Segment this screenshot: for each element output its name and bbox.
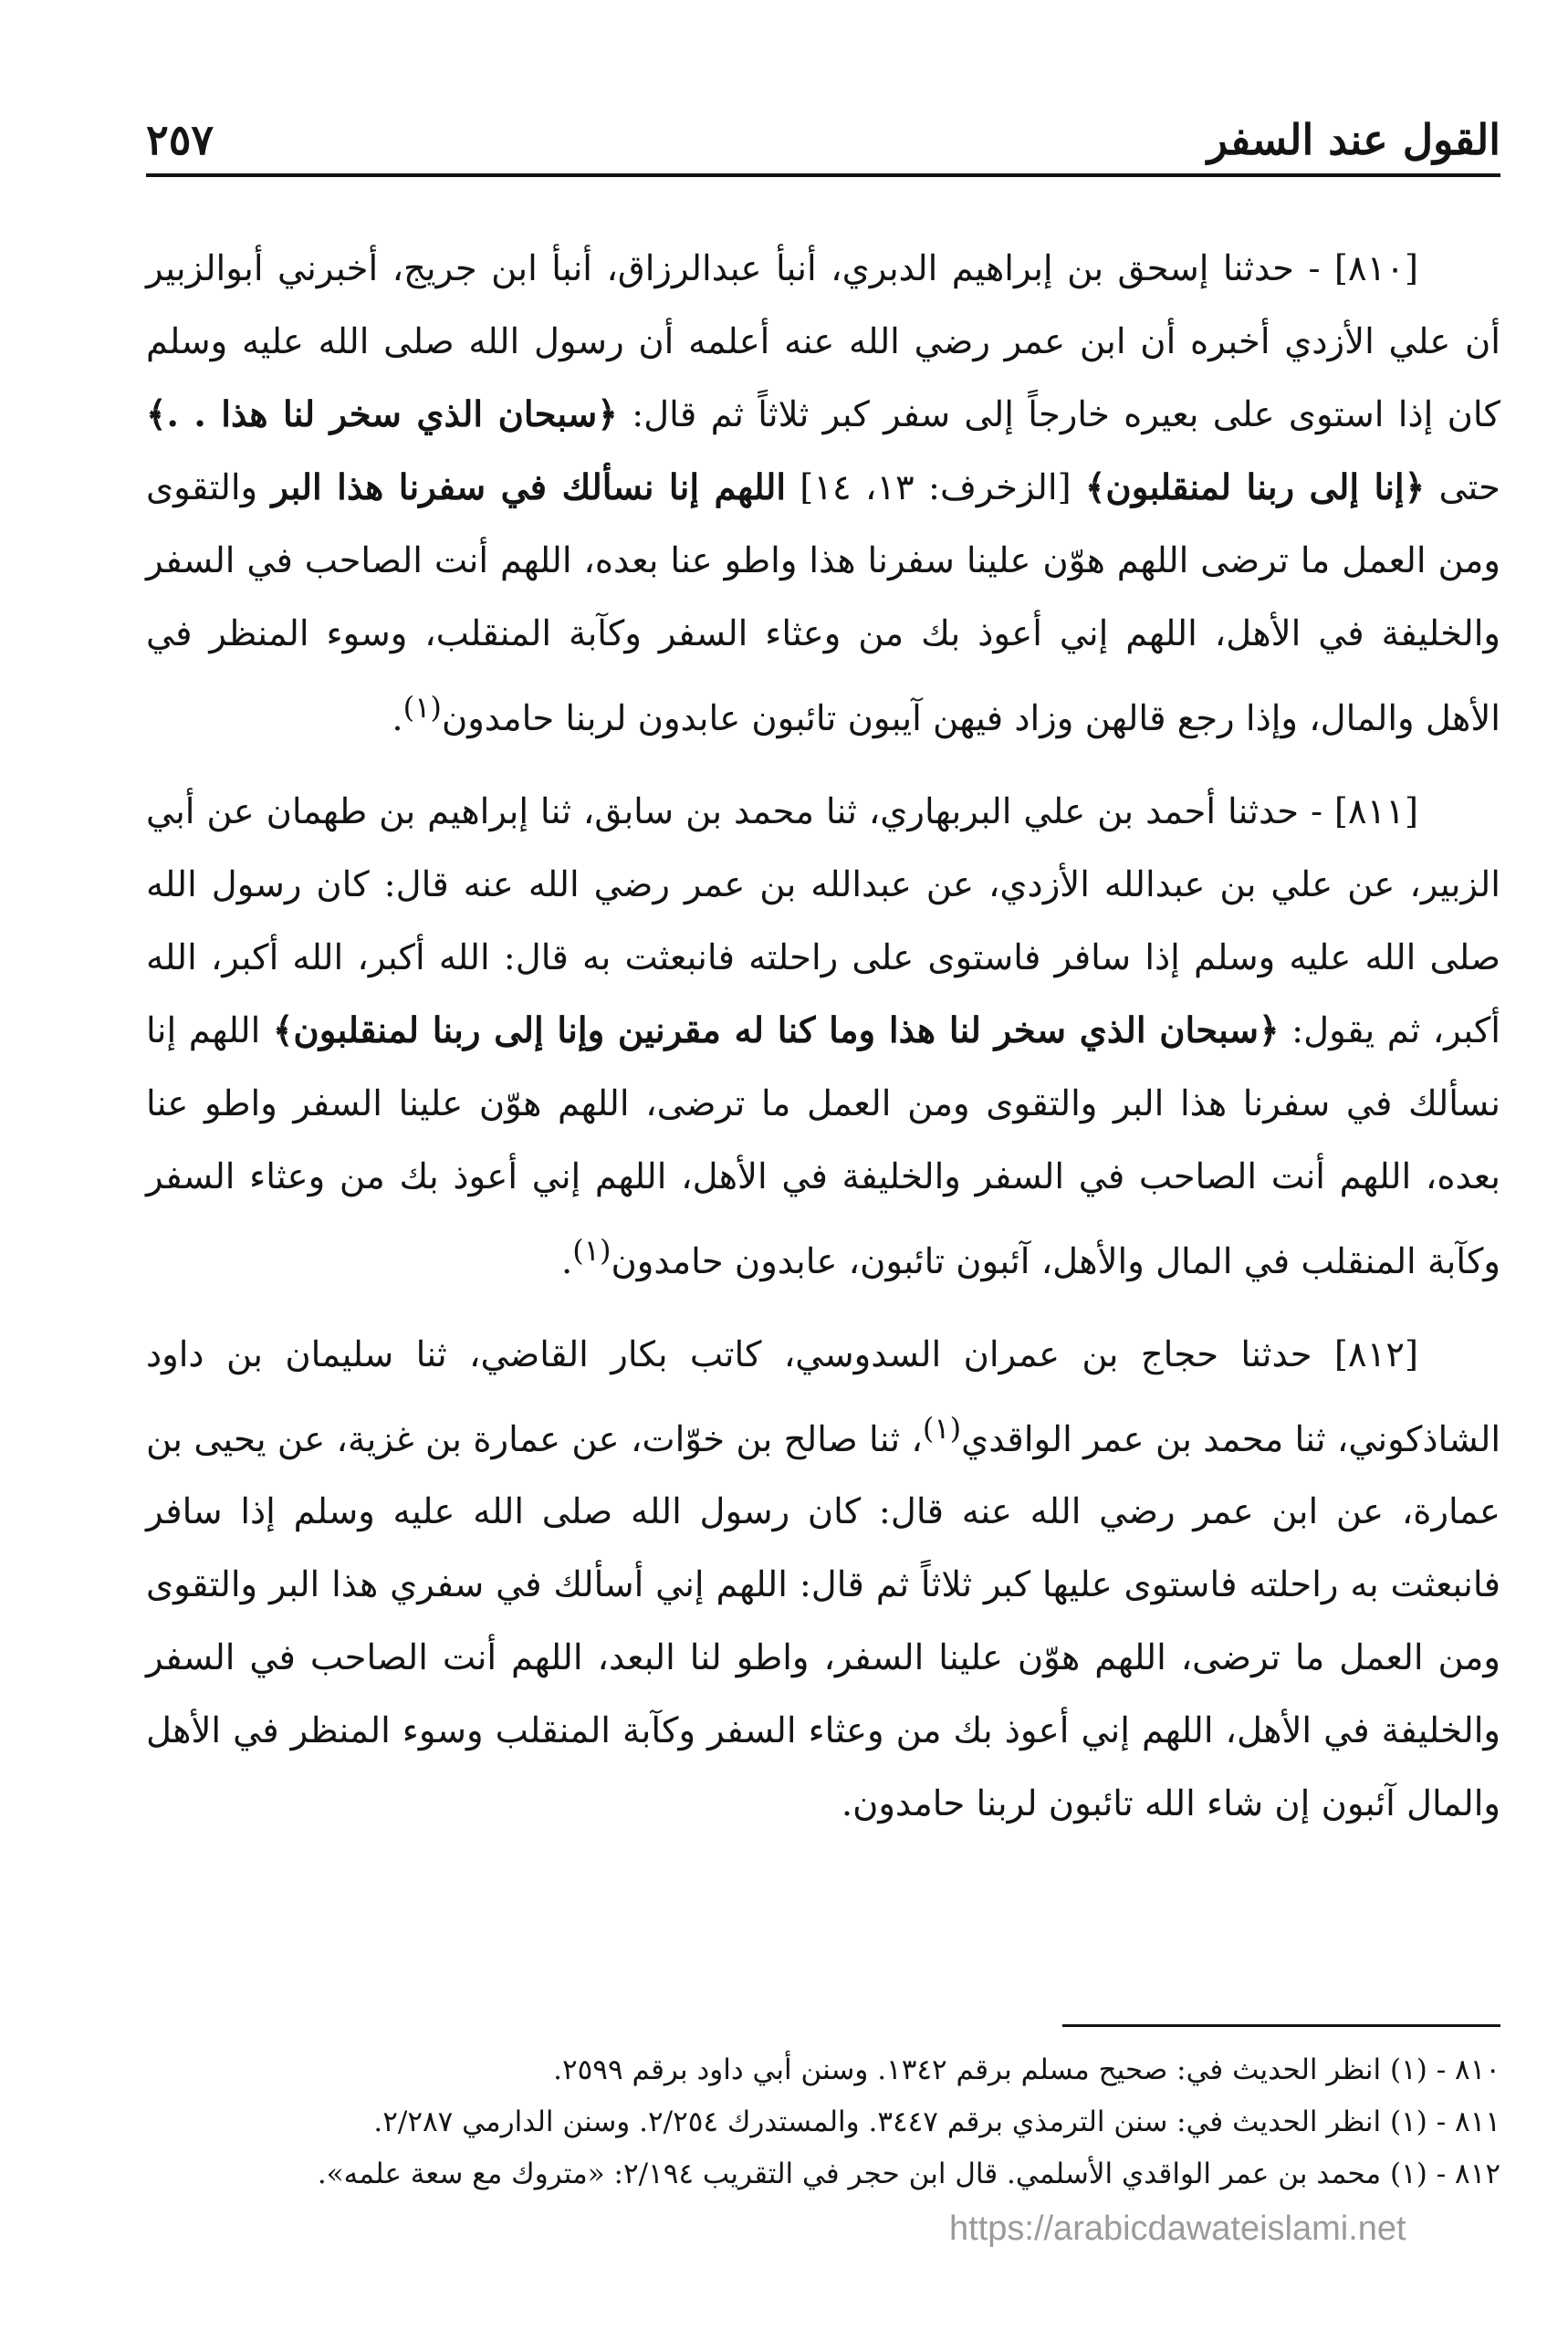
footnote-812: ٨١٢ - (١) محمد بن عمر الواقدي الأسلمي. قال ابن حجر في التقريب ٢/١٩٤: «متروك مع سعة علمه». [317, 2158, 1500, 2190]
dua-text: اللهم إنا نسألك في سفرنا هذا البر والتقوى ومن العمل ما ترضى، اللهم هوّن علينا السفر واطو عنا بعده، اللهم أنت الصاحب في السفر والخليفة في الأهل، اللهم إني أعوذ بك من وعثاء السفر وكآبة المنقلب في المال والأهل، آئبون تائبون، عابدون حامدون [146, 1009, 1500, 1282]
hadith-811: [٨١١] - حدثنا أحمد بن علي البربهاري، ثنا محمد بن سابق، ثنا إبراهيم بن طهمان عن أبي الزبير، عن علي بن عبدالله الأزدي، عن عبدالله بن عمر رضي الله عنه قال: كان رسول الله صلى الله عليه وسلم إذا سافر فاستوى على راحلته فانبعثت به قال: الله أكبر، الله أكبر، الله أكبر، ثم يقول: ﴿سبحان الذي سخر لنا هذا وما كنا له مقرنين وإنا إلى ربنا لمنقلبون﴾ اللهم إنا نسألك في سفرنا هذا البر والتقوى ومن العمل ما ترضى، اللهم هوّن علينا السفر واطو عنا بعده، اللهم أنت الصاحب في السفر والخليفة في الأهل، اللهم إني أعوذ بك من وعثاء السفر وكآبة المنقلب في المال والأهل، آئبون تائبون، عابدون حامدون$^{(١)}$. [146, 790, 1501, 1282]
hadith-isnad: حدثنا حجاج بن عمران السدوسي، كاتب بكار القاضي، ثنا سليمان بن داود الشاذكوني، ثنا محمد بن عمر الواقدي [146, 1333, 1501, 1460]
footnote-marker: (١) [572, 1232, 612, 1268]
hadith-isnad: حدثنا أحمد بن علي البربهاري، ثنا محمد بن سابق، ثنا إبراهيم بن طهمان عن أبي الزبير، عن علي بن عبدالله الأزدي، عن عبدالله بن عمر رضي الله عنه قال: كان رسول الله صلى الله عليه وسلم إذا سافر فاستوى على راحلته فانبعثت به قال: الله أكبر، الله أكبر، الله أكبر، ثم يقول: [146, 790, 1501, 1051]
footnote-marker: (١) [402, 690, 442, 725]
hadith-number: [٨١٠] - [1308, 248, 1418, 289]
header-divider [146, 173, 1500, 177]
hadith-810: [٨١٠] - حدثنا إسحق بن إبراهيم الدبري، أنبأ عبدالرزاق، أنبأ ابن جريج، أخبرني أبوالزبير أن علي الأزدي أخبره أن ابن عمر رضي الله عنه أعلمه أن رسول الله صلى الله عليه وسلم كان إذا استوى على بعيره خارجاً إلى سفر كبر ثلاثاً ثم قال: ﴿سبحان الذي سخر لنا هذا . .﴾ حتى ﴿إنا إلى ربنا لمنقلبون﴾ [الزخرف: ١٣، ١٤] اللهم إنا نسألك في سفرنا هذا البر والتقوى ومن العمل ما ترضى اللهم هوّن علينا سفرنا هذا واطو عنا بعده، اللهم أنت الصاحب في السفر والخليفة في الأهل، اللهم إني أعوذ بك من وعثاء السفر وكآبة المنقلب، وسوء المنظر في الأهل والمال، وإذا رجع قالهن وزاد فيهن آيبون تائبون عابدون لربنا حامدون$^{(١)}$. [146, 248, 1500, 739]
page-header [146, 108, 1500, 172]
quran-quote: ﴿سبحان الذي سخر لنا هذا . .﴾ [146, 394, 618, 435]
footnote-811: ٨١١ - (١) انظر الحديث في: سنن الترمذي برقم ٣٤٤٧. والمستدرك ٢/٢٥٤. وسنن الدارمي ٢/٢٨٧. [373, 2105, 1500, 2138]
footnote-810: ٨١٠ - (١) انظر الحديث في: صحيح مسلم برقم ١٣٤٢. وسنن أبي داود برقم ٢٥٩٩. [553, 2053, 1500, 2086]
watermark-url: https://arabicdawateislami.net [949, 2210, 1406, 2248]
main-text [146, 233, 1500, 1861]
page-number: ٢٥٧ [146, 115, 214, 164]
quran-quote: ﴿سبحان الذي سخر لنا هذا وما كنا له مقرنين وإنا إلى ربنا لمنقلبون﴾ [272, 1009, 1280, 1051]
connector-text: حتى [1438, 467, 1500, 508]
quran-reference: [الزخرف: ١٣، ١٤] [800, 467, 1071, 508]
hadith-812 [146, 1319, 1500, 1842]
hadith-isnad: حدثنا إسحق بن إبراهيم الدبري، أنبأ عبدالرزاق، أنبأ ابن جريج، أخبرني أبوالزبير أن علي الأزدي أخبره أن ابن عمر رضي الله عنه أعلمه أن رسول الله صلى الله عليه وسلم كان إذا استوى على بعيره خارجاً إلى سفر كبر ثلاثاً ثم قال: [146, 248, 1500, 435]
dua-text: والتقوى ومن العمل ما ترضى اللهم هوّن علينا سفرنا هذا واطو عنا بعده، اللهم أنت الصاحب في السفر والخليفة في الأهل، اللهم إني أعوذ بك من وعثاء السفر وكآبة المنقلب، وسوء المنظر في الأهل والمال، وإذا رجع قالهن وزاد فيهن آيبون تائبون عابدون لربنا حامدون [146, 467, 1500, 739]
footnote-divider [1062, 2024, 1500, 2027]
footnotes [146, 2044, 1500, 2200]
hadith-number: [٨١٢] [1333, 1333, 1418, 1375]
hadith-number: [٨١١] - [1310, 790, 1418, 832]
chapter-title: القول عند السفر [1207, 115, 1500, 164]
quran-quote: ﴿إنا إلى ربنا لمنقلبون﴾ [1084, 467, 1426, 508]
dua-bold-text: اللهم إنا نسألك في سفرنا هذا البر [271, 467, 787, 508]
footnote-marker: (١) [922, 1410, 962, 1446]
hadith-text: ، ثنا صالح بن خوّات، عن عمارة بن غزية، عن يحيى بن عمارة، عن ابن عمر رضي الله عنه قال: كان رسول الله صلى الله عليه وسلم إذا سافر فانبعثت به راحلته فاستوى عليها كبر ثلاثاً ثم قال: اللهم إني أسألك في سفري هذا البر والتقوى ومن العمل ما ترضى، اللهم هوّن علينا السفر، واطو لنا البعد، اللهم أنت الصاحب في السفر والخليفة في الأهل، اللهم إني أعوذ بك من وعثاء السفر وكآبة المنقلب وسوء المنظر في الأهل والمال آئبون إن شاء الله تائبون لربنا حامدون. [146, 1418, 1500, 1825]
